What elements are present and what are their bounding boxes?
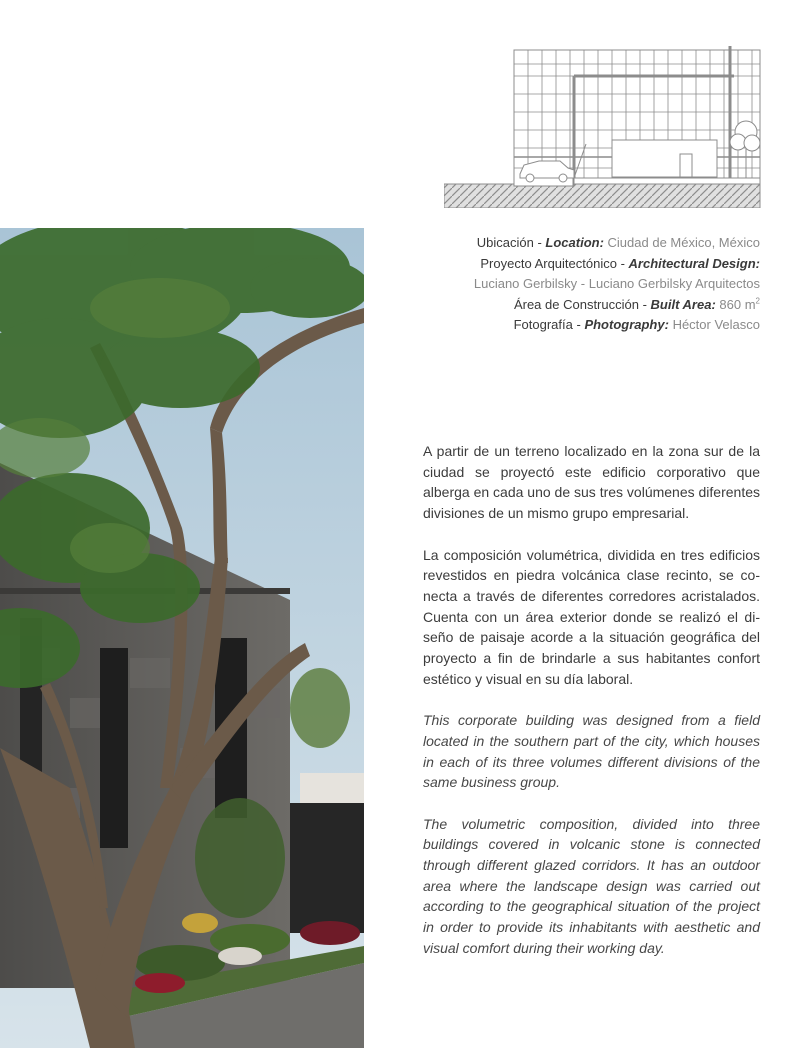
project-credits: [400, 233, 760, 336]
design-label-en: Architectural Design:: [628, 255, 760, 271]
separator: -: [572, 317, 585, 332]
location-label-es: Ubicación: [476, 235, 534, 250]
credit-design-value: [400, 274, 760, 295]
location-label-en: Location:: [545, 235, 604, 250]
spanish-paragraph-1: A partir de un terreno localizado en la zona sur de la ciudad se proyectó este edificio corporativo que alberga en cada uno de sus tres volúmenes diferentes divisiones de un mismo grupo empresarial.: [423, 443, 760, 522]
design-value: Luciano Gerbilsky - Luciano Gerbilsky Arquitectos: [473, 276, 760, 291]
separator: -: [638, 296, 651, 312]
spanish-paragraph-2: La composición volumétrica, dividida en tres edificios revestidos en piedra volcánica clase recinto, se conecta a través de diferentes corredores acristalados. Cuenta con un área exterior donde se realizó el diseño de paisaje acorde a la situación geográfica del proyecto a fin de brindarle a sus habitantes confort estético y visual en su día laboral.: [423, 546, 760, 687]
english-paragraph-2: The volumetric composition, divided into three buildings covered in volcanic stone is connected through different glazed corridors. It has an outdoor area where the landscape design was carried out according to the geographical situation of the project in order to provide its inhabitants with aesthetic and visual comfort during their working day.: [423, 815, 760, 956]
area-label-es: Área de Construcción: [513, 296, 639, 312]
separator: -: [533, 235, 546, 250]
article-body: [423, 441, 760, 979]
location-value: Ciudad de México, México: [607, 235, 760, 250]
credit-photography: [400, 315, 760, 336]
area-unit-superscript: 2: [755, 296, 760, 306]
credit-area: [400, 295, 760, 316]
photography-value: Héctor Velasco: [672, 317, 760, 332]
architectural-section-drawing: [444, 44, 764, 208]
english-paragraph-1: This corporate building was designed from a field located in the southern part of the city, which houses in each of its three volumes different divisions of the same business group.: [423, 712, 760, 791]
credit-design: [400, 254, 760, 275]
building-photo: [0, 228, 364, 1048]
photography-label-es: Fotografía: [513, 317, 573, 332]
area-label-en: Built Area:: [650, 296, 716, 312]
design-label-es: Proyecto Arquitectónico: [480, 255, 617, 271]
credit-location: [400, 233, 760, 254]
photography-label-en: Photography:: [584, 317, 669, 332]
separator: -: [616, 255, 629, 271]
area-value: 860 m: [719, 296, 756, 312]
